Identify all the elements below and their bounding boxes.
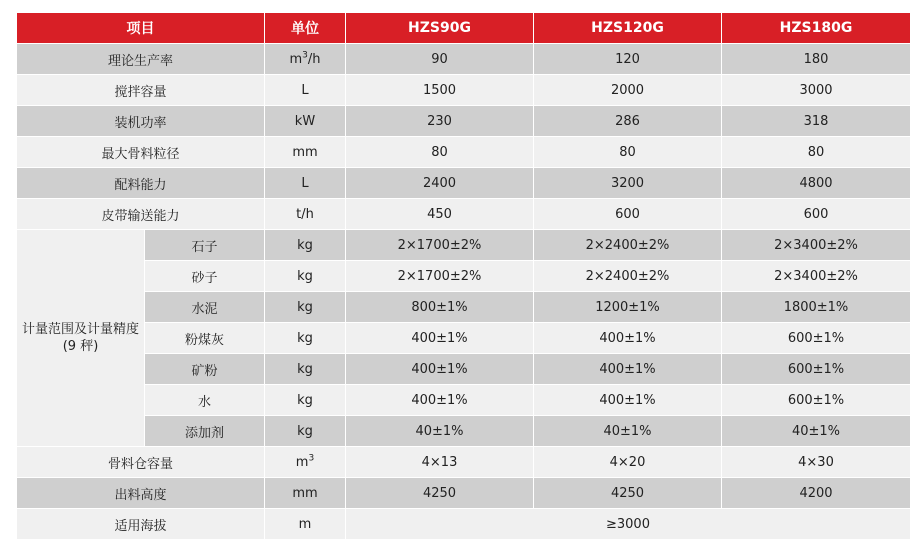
row-unit: kW — [265, 106, 346, 137]
row-label: 理论生产率 — [17, 44, 265, 75]
row-unit: kg — [265, 385, 346, 416]
row-label: 石子 — [145, 230, 265, 261]
value-cell: 4×30 — [722, 447, 911, 478]
value-cell: 2000 — [534, 75, 722, 106]
table-row — [17, 106, 911, 137]
header-item: 项目 — [17, 13, 265, 44]
row-label: 装机功率 — [17, 106, 265, 137]
value-cell: 40±1% — [722, 416, 911, 447]
value-cell: 600 — [534, 199, 722, 230]
table-row — [17, 230, 911, 261]
value-cell: 400±1% — [534, 385, 722, 416]
value-cell: 180 — [722, 44, 911, 75]
value-cell: 400±1% — [534, 354, 722, 385]
row-label: 矿粉 — [145, 354, 265, 385]
row-unit: L — [265, 168, 346, 199]
row-unit: $m^3$ — [265, 447, 346, 478]
value-cell: 80 — [534, 137, 722, 168]
header-model: HZS120G — [534, 13, 722, 44]
header-model: HZS90G — [346, 13, 534, 44]
value-cell: 4250 — [534, 478, 722, 509]
value-cell: 286 — [534, 106, 722, 137]
table-row — [17, 261, 911, 292]
value-cell: 230 — [346, 106, 534, 137]
row-unit: kg — [265, 261, 346, 292]
value-cell: 3200 — [534, 168, 722, 199]
value-cell: 1500 — [346, 75, 534, 106]
table-row — [17, 75, 911, 106]
value-cell: 1200±1% — [534, 292, 722, 323]
table-row — [17, 323, 911, 354]
row-label: 水泥 — [145, 292, 265, 323]
row-unit: kg — [265, 354, 346, 385]
value-cell: 600±1% — [722, 385, 911, 416]
spec-table — [16, 12, 911, 540]
row-unit: t/h — [265, 199, 346, 230]
value-cell: ≥3000 — [346, 509, 911, 540]
value-cell: 40±1% — [534, 416, 722, 447]
metering-group-label: 计量范围及计量精度 (9 秤) — [17, 230, 145, 447]
value-cell: 4250 — [346, 478, 534, 509]
value-cell: 80 — [346, 137, 534, 168]
value-cell: 600±1% — [722, 354, 911, 385]
value-cell: 318 — [722, 106, 911, 137]
row-unit: $m^3/h$ — [265, 44, 346, 75]
table-row — [17, 416, 911, 447]
row-label: 出料高度 — [17, 478, 265, 509]
value-cell: 2×2400±2% — [534, 230, 722, 261]
table-row — [17, 509, 911, 540]
row-label: 皮带输送能力 — [17, 199, 265, 230]
row-unit: kg — [265, 230, 346, 261]
row-unit: kg — [265, 416, 346, 447]
header-unit: 单位 — [265, 13, 346, 44]
value-cell: 4×20 — [534, 447, 722, 478]
value-cell: 800±1% — [346, 292, 534, 323]
table-row — [17, 385, 911, 416]
value-cell: 400±1% — [346, 323, 534, 354]
value-cell: 2×1700±2% — [346, 261, 534, 292]
value-cell: 1800±1% — [722, 292, 911, 323]
row-label: 搅拌容量 — [17, 75, 265, 106]
value-cell: 450 — [346, 199, 534, 230]
row-unit: m — [265, 509, 346, 540]
value-cell: 120 — [534, 44, 722, 75]
value-cell: 3000 — [722, 75, 911, 106]
value-cell: 4800 — [722, 168, 911, 199]
row-label: 骨料仓容量 — [17, 447, 265, 478]
value-cell: 2400 — [346, 168, 534, 199]
table-row — [17, 199, 911, 230]
table-row — [17, 447, 911, 478]
row-label: 适用海拔 — [17, 509, 265, 540]
row-unit: kg — [265, 292, 346, 323]
value-cell: 400±1% — [346, 385, 534, 416]
table-row — [17, 137, 911, 168]
row-label: 添加剂 — [145, 416, 265, 447]
value-cell: 2×1700±2% — [346, 230, 534, 261]
value-cell: 80 — [722, 137, 911, 168]
row-unit: L — [265, 75, 346, 106]
row-unit: mm — [265, 478, 346, 509]
value-cell: 400±1% — [534, 323, 722, 354]
row-label: 砂子 — [145, 261, 265, 292]
value-cell: 2×2400±2% — [534, 261, 722, 292]
header-row — [17, 13, 911, 44]
table-row — [17, 478, 911, 509]
row-label: 配料能力 — [17, 168, 265, 199]
table-row — [17, 292, 911, 323]
row-label: 最大骨料粒径 — [17, 137, 265, 168]
table-row — [17, 44, 911, 75]
row-unit: mm — [265, 137, 346, 168]
value-cell: 4200 — [722, 478, 911, 509]
row-label: 粉煤灰 — [145, 323, 265, 354]
value-cell: 90 — [346, 44, 534, 75]
header-model: HZS180G — [722, 13, 911, 44]
value-cell: 2×3400±2% — [722, 230, 911, 261]
value-cell: 600 — [722, 199, 911, 230]
row-label: 水 — [145, 385, 265, 416]
value-cell: 2×3400±2% — [722, 261, 911, 292]
value-cell: 40±1% — [346, 416, 534, 447]
table-row — [17, 168, 911, 199]
table-row — [17, 354, 911, 385]
row-unit: kg — [265, 323, 346, 354]
value-cell: 400±1% — [346, 354, 534, 385]
value-cell: 4×13 — [346, 447, 534, 478]
value-cell: 600±1% — [722, 323, 911, 354]
